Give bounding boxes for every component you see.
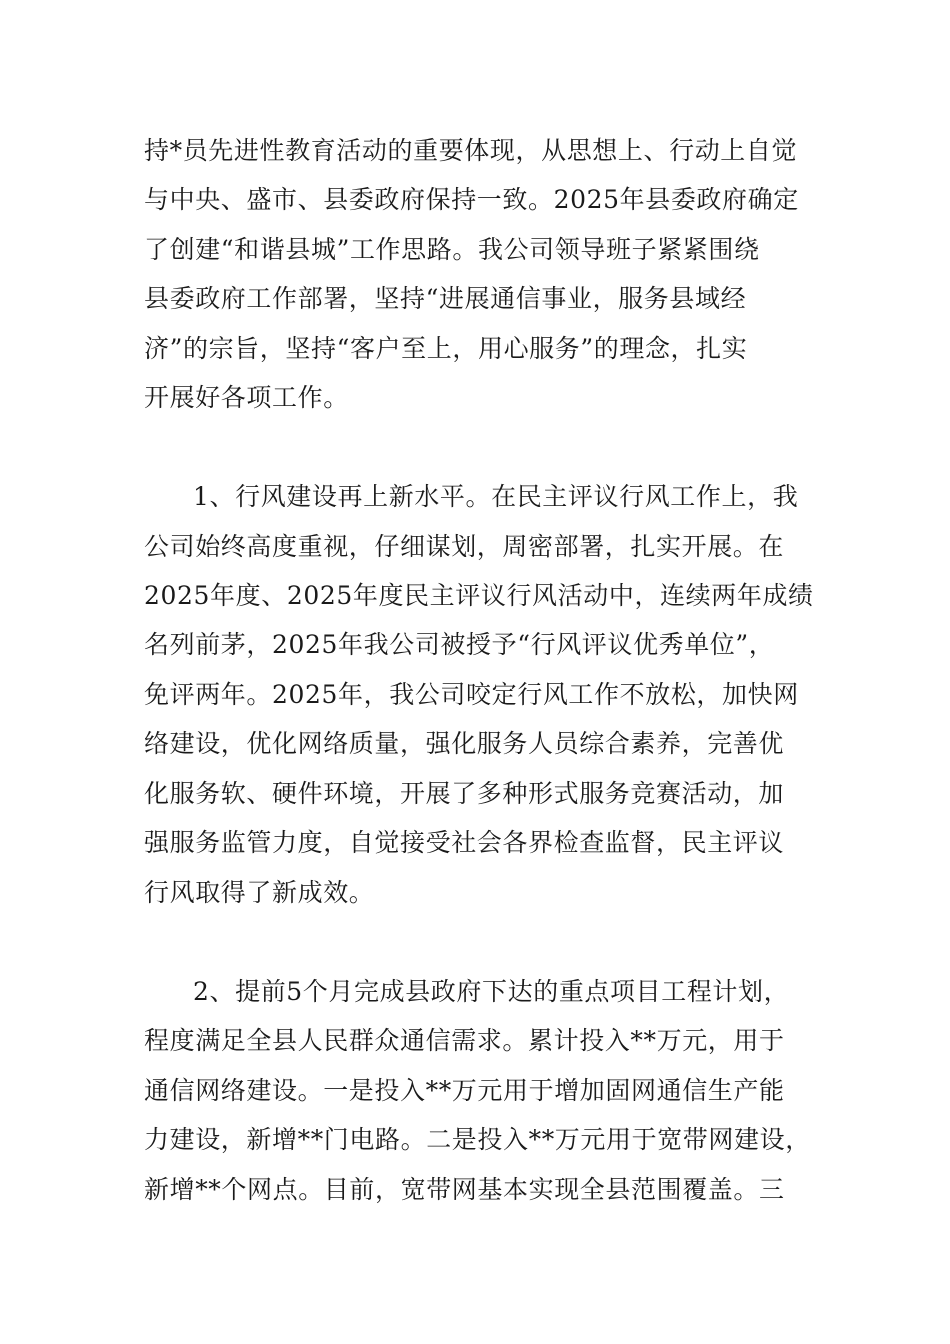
text-line: 2025年度、2025年度民主评议行风活动中，连续两年成绩 xyxy=(144,581,814,610)
text-line: 名列前茅，2025年我公司被授予“行风评议优秀单位”， xyxy=(144,630,775,659)
text-line: 免评两年。2025年，我公司咬定行风工作不放松，加快网 xyxy=(144,680,799,709)
text-line: 程度满足全县人民群众通信需求。累计投入**万元，用于 xyxy=(144,1026,785,1055)
text-line: 开展好各项工作。 xyxy=(144,383,349,412)
text-line: 了创建“和谐县城”工作思路。我公司领导班子紧紧围绕 xyxy=(144,235,760,264)
text-line: 1、行风建设再上新水平。在民主评议行风工作上，我 xyxy=(193,482,799,511)
text-line: 公司始终高度重视，仔细谋划，周密部署，扎实开展。在 xyxy=(144,532,785,561)
text-line: 县委政府工作部署，坚持“进展通信事业，服务县域经 xyxy=(144,284,747,313)
text-line: 持*员先进性教育活动的重要体现，从思想上、行动上自觉 xyxy=(144,136,798,165)
text-line: 2、提前5个月完成县政府下达的重点项目工程计划， xyxy=(193,977,790,1006)
text-line: 行风取得了新成效。 xyxy=(144,878,375,907)
text-line: 与中央、盛市、县委政府保持一致。2025年县委政府确定 xyxy=(144,185,799,214)
text-line: 新增**个网点。目前，宽带网基本实现全县范围覆盖。三 xyxy=(144,1175,785,1204)
text-line: 强服务监管力度，自觉接受社会各界检查监督，民主评议 xyxy=(144,828,785,857)
text-line: 济”的宗旨，坚持“客户至上，用心服务”的理念，扎实 xyxy=(144,334,748,363)
text-line: 通信网络建设。一是投入**万元用于增加固网通信生产能 xyxy=(144,1076,785,1105)
text-line: 力建设，新增**门电路。二是投入**万元用于宽带网建设， xyxy=(144,1125,811,1154)
text-line: 化服务软、硬件环境，开展了多种形式服务竞赛活动，加 xyxy=(144,779,785,808)
text-line: 络建设，优化网络质量，强化服务人员综合素养，完善优 xyxy=(144,729,785,758)
